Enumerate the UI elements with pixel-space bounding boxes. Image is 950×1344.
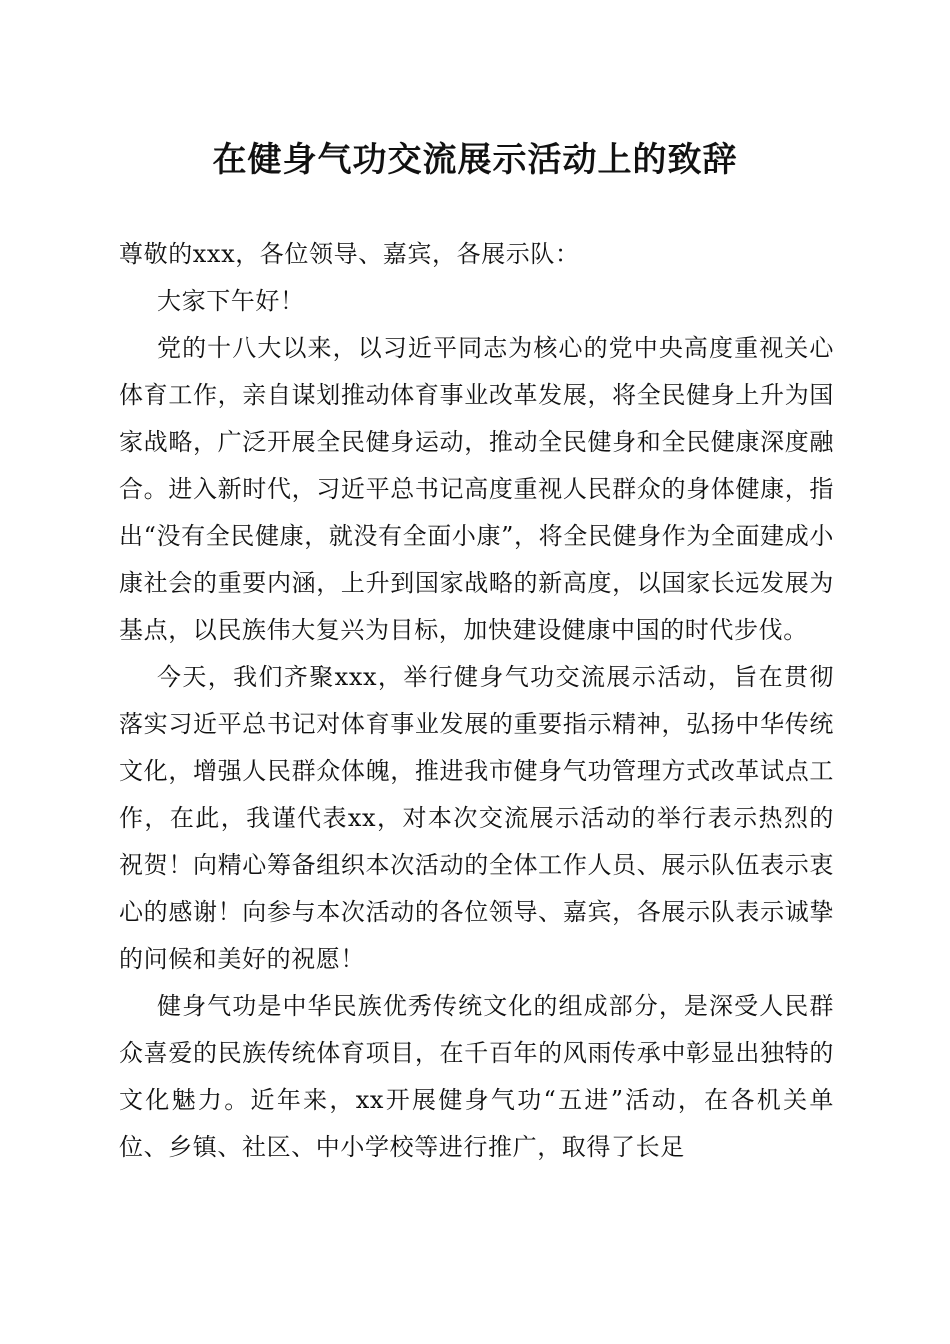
document-title: 在健身气功交流展示活动上的致辞 [212,140,738,180]
paragraph-2: 今天，我们齐聚xxx，举行健身气功交流展示活动，旨在贯彻落实习近平总书记对体育事业发展的重要指示精神，弘扬中华传统文化，增强人民群众体魄，推进我市健身气功管理方式改革试点工作，在此，我谨代表xx，对本次交流展示活动的举行表示热烈的祝贺！向精心筹备组织本次活动的全体工作人员、展示队伍表示衷心的感谢！向参与本次活动的各位领导、嘉宾，各展示队表示诚挚的问候和美好的祝愿！ [119,663,834,973]
paragraph-3: 健身气功是中华民族优秀传统文化的组成部分，是深受人民群众喜爱的民族传统体育项目，在千百年的风雨传承中彰显出独特的文化魅力。近年来，xx开展健身气功“五进”活动，在各机关单位、乡镇、社区、中小学校等进行推广，取得了长足 [119,992,834,1161]
salutation: 尊敬的xxx，各位领导、嘉宾，各展示队： [119,240,580,268]
greeting: 大家下午好！ [157,287,305,315]
paragraph-1: 党的十八大以来，以习近平同志为核心的党中央高度重视关心体育工作，亲自谋划推动体育事业改革发展，将全民健身上升为国家战略，广泛开展全民健身运动，推动全民健身和全民健康深度融合。进入新时代，习近平总书记高度重视人民群众的身体健康，指出“没有全民健康，就没有全面小康”，将全民健身作为全面建成小康社会的重要内涵，上升到国家战略的新高度，以国家长远发展为基点，以民族伟大复兴为目标，加快建设健康中国的时代步伐。 [119,334,834,644]
document-body [119,231,834,1171]
